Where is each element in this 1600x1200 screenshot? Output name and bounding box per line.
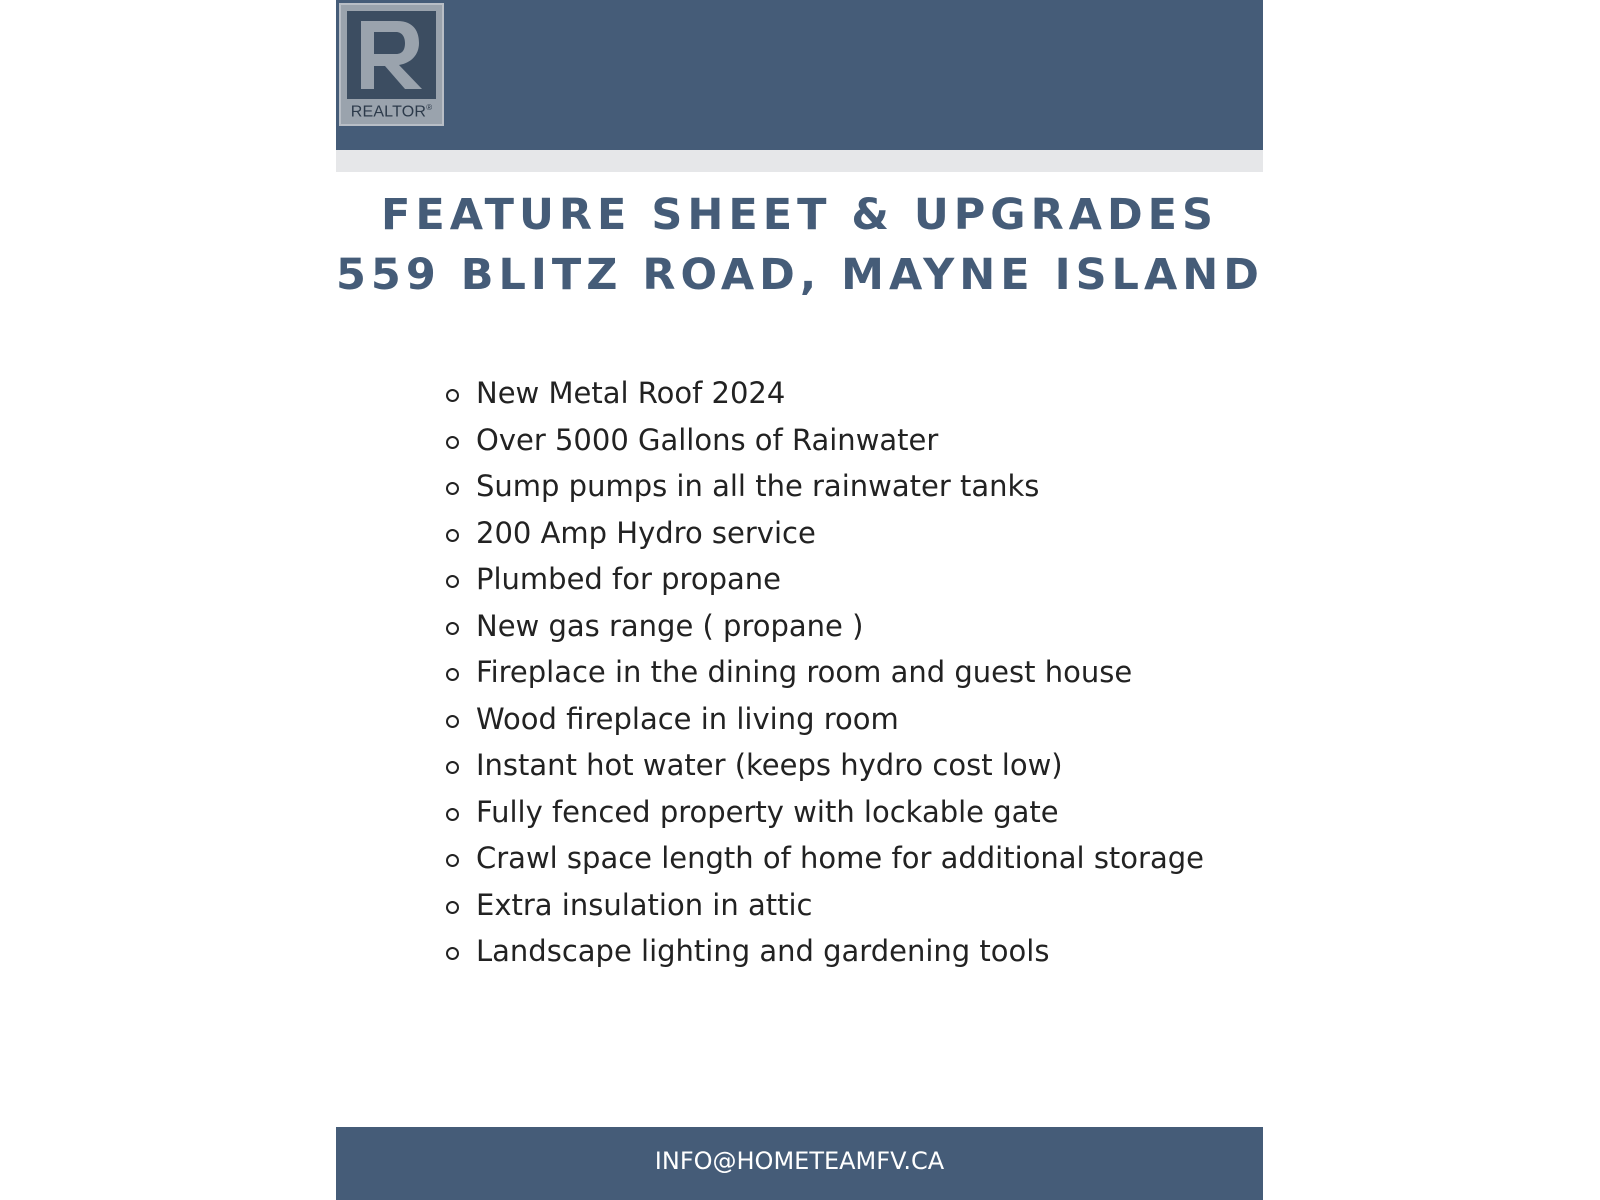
feature-text: Plumbed for propane [476, 562, 781, 596]
feature-text: Wood fireplace in living room [476, 701, 899, 736]
feature-text: Fully fenced property with lockable gate [476, 794, 1059, 829]
feature-item [446, 649, 1216, 696]
circle-bullet-icon [446, 808, 459, 821]
realtor-r-mark [347, 11, 436, 99]
realtor-wordmark-text: REALTOR [350, 103, 427, 121]
contact-email-link[interactable]: INFO@HOMETEAMFV.CA [654, 1147, 945, 1175]
realtor-logo [339, 3, 444, 126]
feature-item [446, 882, 1216, 929]
circle-bullet-icon [446, 389, 459, 402]
feature-item [446, 742, 1216, 789]
feature-text: 200 Amp Hydro service [476, 515, 816, 550]
circle-bullet-icon [446, 575, 459, 588]
property-address: 559 BLITZ ROAD, MAYNE ISLAND [336, 250, 1264, 300]
feature-item [446, 463, 1216, 510]
feature-item [446, 603, 1216, 650]
feature-text: Crawl space length of home for additional storage [476, 841, 1204, 875]
feature-item [446, 835, 1216, 882]
circle-bullet-icon [446, 529, 459, 542]
header-band [336, 0, 1263, 150]
feature-item [446, 417, 1216, 464]
feature-item [446, 928, 1216, 975]
feature-text: Landscape lighting and gardening tools [476, 934, 1050, 968]
feature-text: Fireplace in the dining room and guest house [476, 655, 1133, 689]
title-block [336, 185, 1263, 305]
feature-sheet [336, 0, 1263, 1200]
feature-text: New Metal Roof 2024 [476, 376, 786, 410]
circle-bullet-icon [446, 761, 459, 774]
circle-bullet-icon [446, 482, 459, 495]
feature-item [446, 556, 1216, 603]
circle-bullet-icon [446, 854, 459, 867]
header-strip [336, 150, 1263, 172]
feature-text: New gas range ( propane ) [476, 608, 864, 643]
footer-band [336, 1127, 1263, 1200]
circle-bullet-icon [446, 947, 459, 960]
feature-text: Extra insulation in attic [476, 887, 813, 922]
feature-item [446, 370, 1216, 417]
circle-bullet-icon [446, 901, 459, 914]
feature-item [446, 510, 1216, 557]
feature-text: Over 5000 Gallons of Rainwater [476, 422, 939, 457]
circle-bullet-icon [446, 715, 459, 728]
page-title: FEATURE SHEET & UPGRADES [380, 190, 1219, 240]
feature-list [446, 370, 1216, 975]
registered-mark: ® [426, 103, 433, 112]
circle-bullet-icon [446, 622, 459, 635]
circle-bullet-icon [446, 436, 459, 449]
feature-item [446, 789, 1216, 836]
circle-bullet-icon [446, 668, 459, 681]
feature-text: Sump pumps in all the rainwater tanks [476, 469, 1040, 503]
feature-item [446, 696, 1216, 743]
realtor-wordmark [341, 103, 442, 121]
feature-text: Instant hot water (keeps hydro cost low) [476, 748, 1063, 782]
